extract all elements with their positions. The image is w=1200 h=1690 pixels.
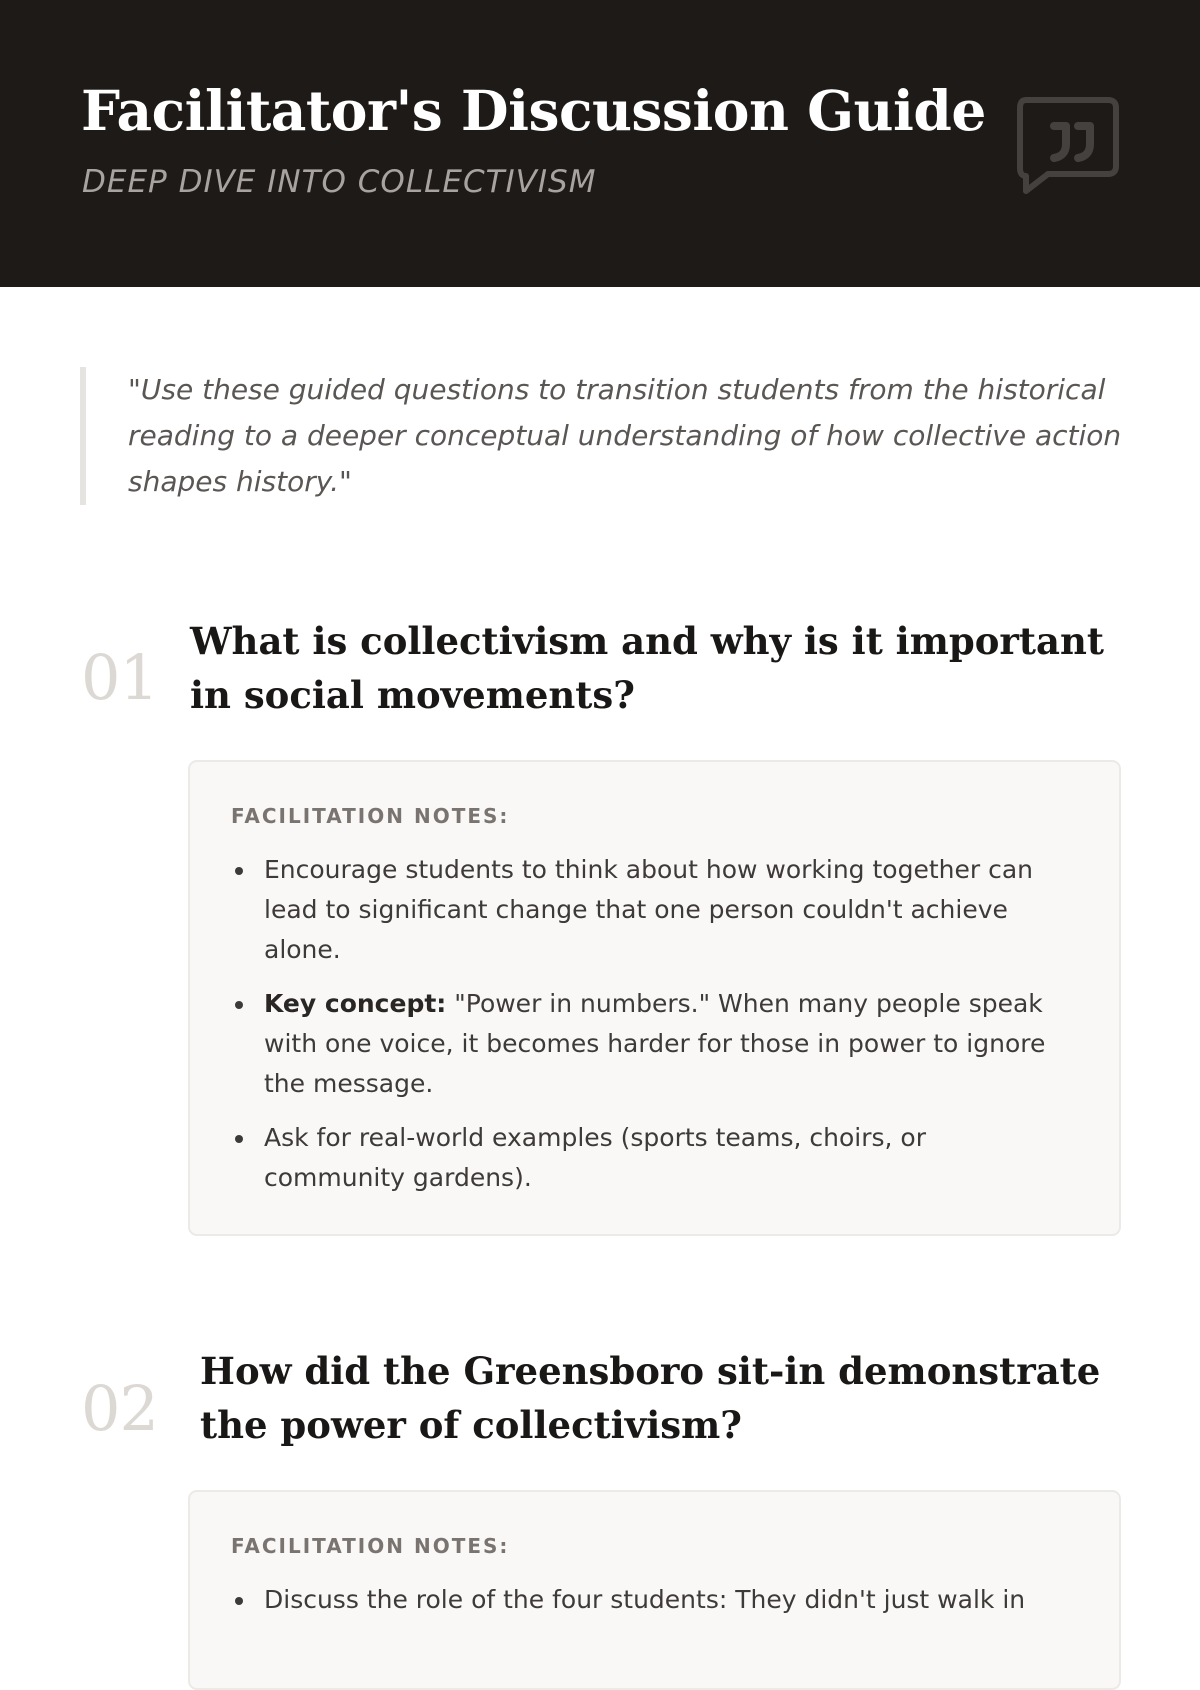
note-text: Encourage students to think about how working together can lead to significant change that one person couldn't achieve alone.: [264, 855, 1033, 964]
quote-chat-bubble-icon: [1016, 96, 1120, 196]
list-item: [231, 1118, 1061, 1198]
page-header: [0, 0, 1200, 287]
question-number: 01: [81, 641, 158, 714]
bullet-icon: [235, 1001, 243, 1009]
note-text: Discuss the role of the four students: They didn't just walk in: [264, 1585, 1026, 1614]
page-title: Facilitator's Discussion Guide: [81, 78, 986, 143]
page-subtitle: DEEP DIVE INTO COLLECTIVISM: [82, 164, 597, 200]
intro-quote: "Use these guided questions to transition students from the historical reading to a deeper conceptual understanding of how collective action shapes history.": [80, 367, 1130, 505]
notes-list: [231, 1580, 1061, 1634]
notes-label: FACILITATION NOTES:: [231, 1534, 510, 1558]
question-title: What is collectivism and why is it important in social movements?: [190, 619, 1104, 717]
list-item: [231, 984, 1061, 1104]
list-item: [231, 850, 1061, 970]
key-concept-label: Key concept:: [264, 989, 447, 1018]
question-title: How did the Greensboro sit-in demonstrate the power of collectivism?: [200, 1349, 1101, 1447]
facilitation-notes-card: [188, 1490, 1121, 1690]
note-text: Ask for real-world examples (sports teams, choirs, or community gardens).: [264, 1123, 926, 1192]
notes-list: [231, 850, 1061, 1212]
note-text: "Power in numbers." When many people speak with one voice, it becomes harder for those in power to ignore the message.: [264, 989, 1046, 1098]
bullet-icon: [235, 1135, 243, 1143]
bullet-icon: [235, 1597, 243, 1605]
bullet-icon: [235, 867, 243, 875]
facilitation-notes-card: [188, 760, 1121, 1236]
list-item: [231, 1580, 1061, 1620]
notes-label: FACILITATION NOTES:: [231, 804, 510, 828]
question-number: 02: [81, 1372, 158, 1445]
